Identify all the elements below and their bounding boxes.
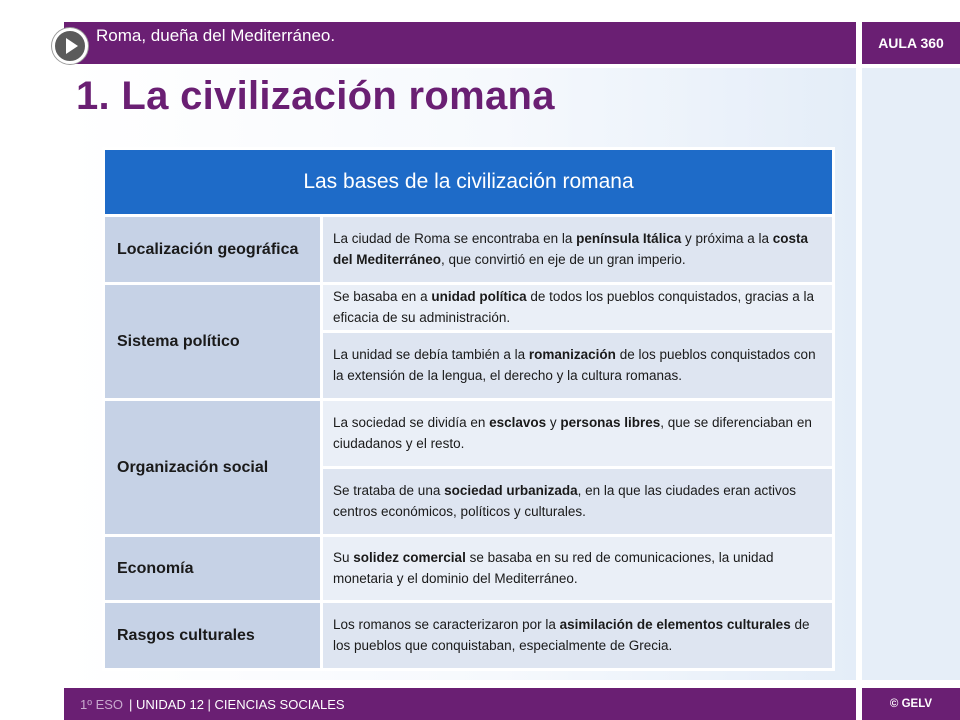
row-text	[322, 468, 834, 536]
row-text	[322, 400, 834, 468]
row-text	[322, 216, 834, 284]
row-text	[322, 536, 834, 602]
text-run: Su	[333, 550, 354, 566]
table-row	[104, 216, 834, 284]
slide-title: 1. La civilización romana	[76, 74, 555, 118]
row-label: Rasgos culturales	[104, 602, 322, 670]
bold-term: unidad política	[431, 289, 527, 305]
table-row	[104, 400, 834, 468]
text-run: Los romanos se caracterizaron por la	[333, 617, 560, 633]
text-run: de los pueblos que conquistaban, especialmente de Grecia.	[333, 617, 810, 653]
table-row	[104, 284, 834, 332]
bold-term: península Itálica	[576, 231, 682, 247]
table-heading: Las bases de la civilización romana	[104, 149, 834, 216]
bold-term: solidez comercial	[353, 550, 466, 566]
text-run: se basaba en su red de comunicaciones, la unidad monetaria y el dominio del Mediterráneo.	[333, 550, 774, 586]
text-run: , que convirtió en eje de un gran imperio.	[441, 251, 686, 267]
table-row	[104, 602, 834, 670]
row-text	[322, 602, 834, 670]
row-label: Organización social	[104, 400, 322, 536]
table-row	[104, 536, 834, 602]
row-text	[322, 332, 834, 400]
bold-term: sociedad urbanizada	[444, 483, 578, 499]
row-text	[322, 284, 834, 332]
row-label: Sistema político	[104, 284, 322, 400]
bold-term: costa del Mediterráneo	[333, 231, 809, 267]
play-icon[interactable]	[52, 28, 88, 64]
text-run: , en la que las ciudades eran activos centros económicos, políticos y culturales.	[333, 483, 797, 519]
side-panel	[862, 68, 960, 680]
text-run: de todos los pueblos conquistados, gracias a la eficacia de su administración.	[333, 289, 815, 325]
text-run: y	[546, 415, 561, 431]
footer-unit: | UNIDAD 12 | CIENCIAS SOCIALES	[129, 696, 345, 712]
text-run: , que se diferenciaban en ciudadanos y el resto.	[333, 415, 812, 451]
bold-term: asimilación de elementos culturales	[559, 617, 791, 633]
bold-term: personas libres	[560, 415, 661, 431]
civilization-table	[102, 147, 835, 671]
text-run: La sociedad se dividía en	[333, 415, 490, 431]
footer-bar	[64, 688, 856, 720]
text-run: Se trataba de una	[333, 483, 445, 499]
aula-badge: AULA 360	[862, 22, 960, 64]
footer-course: 1º ESO	[80, 696, 124, 712]
text-run: La unidad se debía también a la	[333, 347, 529, 363]
text-run: Se basaba en a	[333, 289, 432, 305]
bold-term: esclavos	[489, 415, 547, 431]
row-label: Economía	[104, 536, 322, 602]
text-run: La ciudad de Roma se encontraba en la	[333, 231, 577, 247]
copyright-badge: © GELV	[862, 688, 960, 720]
header-title: Roma, dueña del Mediterráneo.	[96, 26, 336, 45]
text-run: de los pueblos conquistados con la extensión de la lengua, el derecho y la cultura romanas.	[333, 347, 816, 383]
row-label: Localización geográfica	[104, 216, 322, 284]
text-run: y próxima a la	[681, 231, 773, 247]
bold-term: romanización	[528, 347, 616, 363]
